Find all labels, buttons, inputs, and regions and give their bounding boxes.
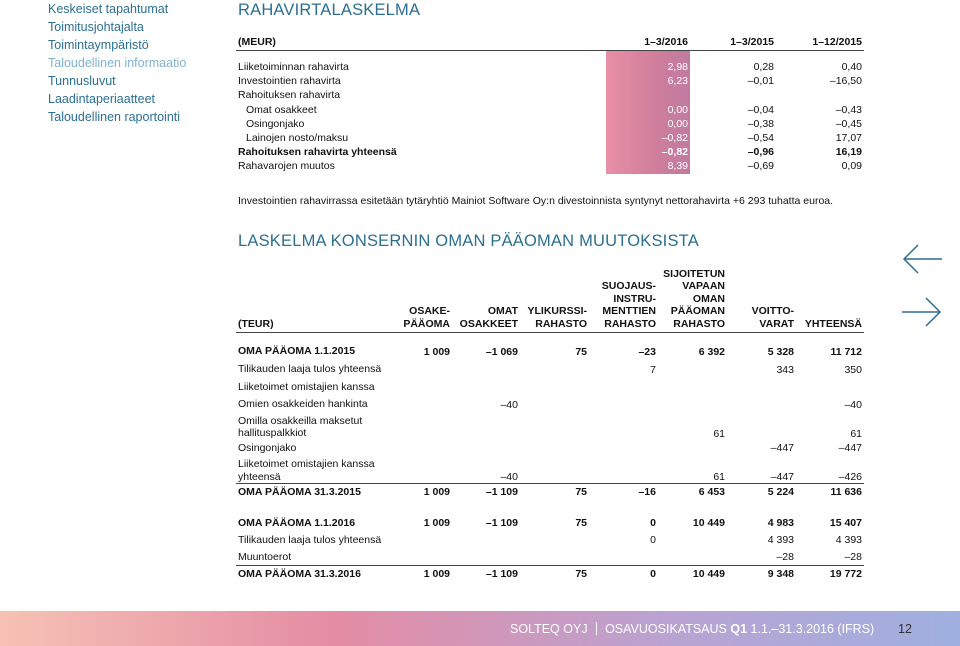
table-row [236,103,864,117]
cell: 9 348 [727,566,796,583]
cell: –0,38 [747,117,774,130]
cell: 16,19 [835,146,862,159]
cell: –426 [838,471,862,483]
table-row [236,397,864,413]
row-label: OMA PÄÄOMA 1.1.2015 [238,345,356,358]
page-number: 12 [898,622,912,636]
cell: 11 712 [830,345,862,358]
cell [396,549,452,566]
table-row [236,145,864,159]
table-row [236,74,864,88]
table-row [236,60,864,74]
header-cell: SIJOITETUN VAPAAN OMAN PÄÄOMAN RAHASTO [658,262,727,333]
row-label: Rahoituksen rahavirta [238,89,341,102]
cell: –0,96 [747,146,774,159]
header-cell: 1–3/2015 [690,34,776,51]
cell: 0,40 [841,61,862,74]
equity-table [236,262,864,583]
cell: –1 109 [452,566,520,583]
table-row [236,515,864,532]
cell: 17,07 [835,132,862,145]
cell: 75 [575,517,587,529]
cell: 0,09 [841,160,862,173]
row-label: Rahavarojen muutos [238,160,335,173]
table-header-row [236,34,864,51]
cell [589,549,658,566]
cashflow-table [236,34,864,174]
cell: 5 224 [727,484,796,501]
table-row [236,566,864,583]
cell: –40 [500,471,518,483]
cell [520,549,589,566]
cell [658,397,727,413]
cell [589,397,658,413]
cell: 6 453 [658,484,727,501]
row-label: OMA PÄÄOMA 31.3.2015 [236,484,396,501]
cell: –1 069 [485,345,518,358]
equity-title: LASKELMA KONSERNIN OMAN PÄÄOMAN MUUTOKSISTA [238,232,699,250]
cell: 1 009 [396,566,452,583]
header-cell: OMAT OSAKKEET [452,262,520,333]
row-label: Omat osakkeet [246,103,317,116]
cell: 1 009 [423,517,450,529]
cell [589,413,658,440]
table-row [236,484,864,501]
cell [396,457,452,484]
table-row [236,440,864,457]
sidebar-item-taloudellinen-informaatio[interactable]: Taloudellinen informaatio [48,56,187,70]
cell [452,549,520,566]
cell [727,413,796,440]
table-row [236,457,864,484]
cell [452,361,520,379]
cell [452,440,520,457]
row-label: Investointien rahavirta [238,75,341,88]
cell [658,361,727,379]
sidebar-item-keskeiset[interactable]: Keskeiset tapahtumat [48,2,169,16]
cell: 0,00 [606,103,690,117]
cashflow-title: RAHAVIRTALASKELMA [238,1,421,19]
sidebar-item-toimintaymparisto[interactable]: Toimintaympäristö [48,38,149,52]
cell [520,397,589,413]
row-label: Lainojen nosto/maksu [246,132,349,145]
cell: 5 328 [767,345,794,358]
footer-period: 1.1.–31.3.2016 (IFRS) [750,622,875,636]
cell: 11 636 [796,484,864,501]
cell: –1 109 [452,484,520,501]
cell [520,532,589,549]
cell [396,532,452,549]
sidebar-nav [48,0,228,126]
cell: –0,04 [747,103,774,116]
table-row [236,88,864,102]
cell [520,440,589,457]
cell: –40 [844,398,862,411]
table-row [236,413,864,440]
cell: –0,43 [835,103,862,116]
cell: –0,54 [747,132,774,145]
cell: 0,28 [753,61,774,74]
cell: 61 [713,471,725,483]
footer-separator [596,622,598,635]
cell: 4 983 [767,517,794,529]
cell [520,413,589,440]
cell [589,440,658,457]
header-cell: (TEUR) [236,262,396,333]
cell: –0,01 [747,75,774,88]
sidebar-item-toimitusjohtajalta[interactable]: Toimitusjohtajalta [48,20,144,34]
cell: –447 [770,442,794,454]
table-row [236,131,864,145]
table-row [236,379,864,397]
cell [396,440,452,457]
cell [396,397,452,413]
cell [690,88,776,102]
row-label: Tilikauden laaja tulos yhteensä [238,363,382,376]
cell [396,361,452,379]
cell: –16 [589,484,658,501]
cell [520,457,589,484]
cell: 75 [520,484,589,501]
table-row [236,117,864,131]
row-label: Muuntoerot [238,550,292,563]
cell: 0 [650,517,656,529]
cell: 6,23 [606,74,690,88]
row-label: Liiketoimet omistajien kanssa yhteensä [238,458,375,483]
sidebar-item-tunnusluvut[interactable]: Tunnusluvut [48,74,116,88]
cell [727,397,796,413]
cell: 19 772 [796,566,864,583]
cell [658,440,727,457]
cell [589,457,658,484]
table-row [236,361,864,379]
cell [520,361,589,379]
sidebar-item-taloudellinen-raportointi[interactable]: Taloudellinen raportointi [48,110,181,124]
cell: 7 [650,363,656,376]
row-label: Omilla osakkeilla maksetut hallituspalkkiot [238,414,363,439]
table-header-row [236,262,864,333]
cell: –28 [844,550,862,563]
cell: –1 109 [485,517,518,529]
row-label: Liiketoimet omistajien kanssa [238,381,375,394]
cell: 6 392 [698,345,725,358]
footer-report: OSAVUOSIKATSAUS [605,622,727,636]
footer-company: SOLTEQ OYJ [510,622,588,636]
cell: 4 393 [835,534,862,546]
row-label: Osingonjako [238,441,297,454]
cell: 0 [650,534,656,546]
cell: –28 [776,550,794,563]
header-cell: 1–12/2015 [776,34,864,51]
cell: –40 [500,398,518,411]
row-label: Osingonjako [246,117,305,130]
header-cell: SUOJAUS- INSTRU- MENTTIEN RAHASTO [589,262,658,333]
cell: 75 [575,345,587,358]
cell: –23 [638,345,656,358]
cell [396,413,452,440]
cell [606,88,690,102]
header-cell: YLIKURSSI- RAHASTO [520,262,589,333]
cell: 61 [713,427,725,440]
cell [658,532,727,549]
cell: 75 [520,566,589,583]
cell: –447 [770,471,794,483]
table-row [236,343,864,361]
cell: –447 [838,442,862,454]
arrow-left-icon[interactable] [900,243,944,275]
table-row [236,532,864,549]
cell: 350 [844,363,862,376]
footer-title [510,622,874,636]
footer-quarter: Q1 [730,622,748,636]
header-cell: VOITTO- VARAT [727,262,796,333]
cell: 1 009 [396,484,452,501]
cell: 343 [776,363,794,376]
sidebar-item-laadintaperiaatteet[interactable]: Laadintaperiaatteet [48,92,156,106]
row-label: Liiketoiminnan rahavirta [238,61,349,74]
footer-bar [0,611,960,646]
cell: –0,82 [606,131,690,145]
cell [776,88,864,102]
table-row [236,549,864,566]
cashflow-note: Investointien rahavirrassa esitetään tytäryhtiö Mainiot Software Oy:n divestoinnista syntynyt nettorahavirta +6 293 tuhatta euroa. [238,195,834,207]
cell [452,413,520,440]
row-label: Tilikauden laaja tulos yhteensä [238,533,382,546]
cell: –0,69 [747,160,774,173]
cell [452,532,520,549]
cell: –0,82 [606,145,690,159]
header-cell: 1–3/2016 [606,34,690,51]
cell: 0 [589,566,658,583]
row-label: Omien osakkeiden hankinta [238,398,368,411]
cell: –16,50 [829,75,862,88]
cell [658,549,727,566]
cell: 0,00 [606,117,690,131]
cell: 10 449 [658,566,727,583]
cell: 15 407 [829,517,862,529]
row-label: Rahoituksen rahavirta yhteensä [238,146,397,159]
arrow-right-icon[interactable] [900,296,944,328]
row-label: OMA PÄÄOMA 1.1.2016 [238,516,356,529]
header-cell: OSAKE- PÄÄOMA [396,262,452,333]
cell: –0,45 [835,117,862,130]
cell: 10 449 [692,517,725,529]
cell: 8,39 [606,159,690,173]
cell: 61 [850,427,862,440]
cell: 1 009 [423,345,450,358]
cell: 4 393 [767,534,794,546]
row-label: OMA PÄÄOMA 31.3.2016 [236,566,396,583]
header-cell: YHTEENSÄ [796,262,864,333]
table-row [236,159,864,173]
cell: 2,98 [606,60,690,74]
header-cell: (MEUR) [236,34,606,51]
